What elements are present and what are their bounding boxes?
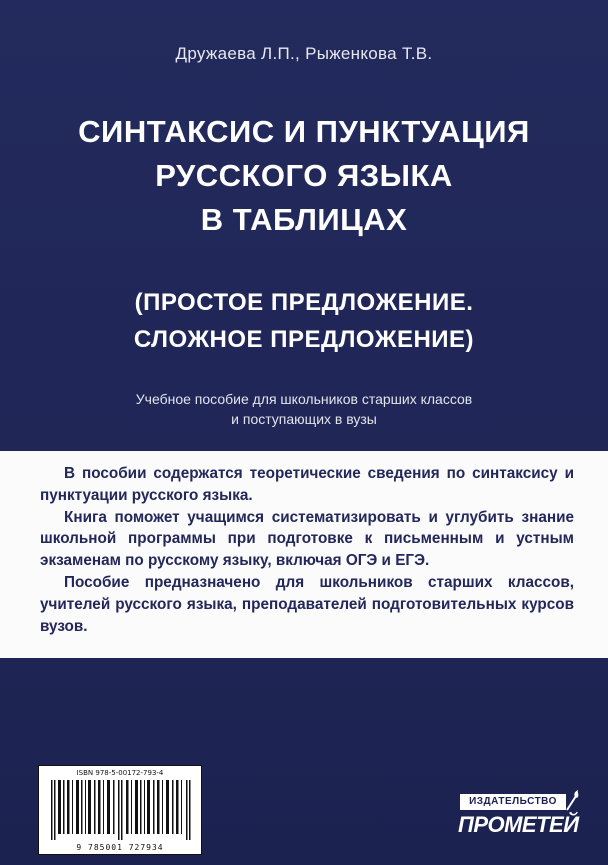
publisher-logo <box>458 790 578 850</box>
authors: Дружаева Л.П., Рыженкова Т.В. <box>175 44 433 63</box>
annotation-paragraph: В пособии содержатся теоретические сведения по синтаксису и пунктуации русского языка. <box>40 465 574 504</box>
torch-icon <box>564 790 580 812</box>
annotation-text <box>40 463 574 637</box>
book-title <box>0 110 608 242</box>
publisher-name: ПРОМЕТЕЙ <box>458 812 579 837</box>
barcode-number: 9 785001 727934 <box>76 843 164 852</box>
book-subtitle <box>0 284 608 358</box>
isbn-label: ISBN 978-5-00172-793-4 <box>76 769 164 777</box>
title-line: СИНТАКСИС И ПУНКТУАЦИЯ <box>78 114 530 149</box>
annotation-panel <box>0 451 608 658</box>
subtitle-line: СЛОЖНОЕ ПРЕДЛОЖЕНИЕ) <box>133 326 475 353</box>
description-line: Учебное пособие для школьников старших классов <box>135 391 473 407</box>
annotation-paragraph: Книга поможет учащимся систематизировать и углубить знание школьной программы при подготовке к письменным и устным экзаменам по русскому языку, включая ОГЭ и ЕГЭ. <box>40 508 574 570</box>
barcode <box>38 765 202 855</box>
publisher-label: ИЗДАТЕЛЬСТВО <box>460 794 566 810</box>
barcode-bars-icon <box>49 780 193 840</box>
title-line: В ТАБЛИЦАХ <box>200 202 408 237</box>
description-line: и поступающих в вузы <box>231 411 377 427</box>
title-line: РУССКОГО ЯЗЫКА <box>155 158 453 193</box>
annotation-paragraph: Пособие предназначено для школьников старших классов, учителей русского языка, преподавателей подготовительных курсов вузов. <box>40 573 574 635</box>
subtitle-line: (ПРОСТОЕ ПРЕДЛОЖЕНИЕ. <box>134 289 474 316</box>
book-description <box>0 389 608 429</box>
